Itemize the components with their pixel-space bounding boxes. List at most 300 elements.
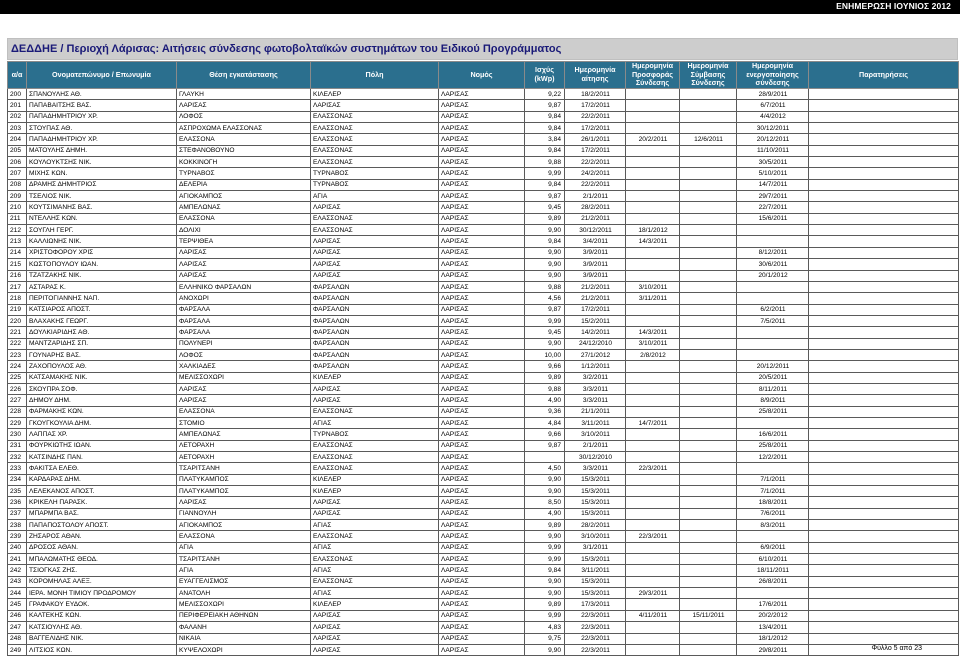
installation-site: ΚΥΨΕΛΟΧΩΡΙ (177, 644, 311, 655)
power-kwp: 9,90 (525, 259, 565, 270)
power-kwp: 9,84 (525, 179, 565, 190)
city: ΛΑΡΙΣΑΣ (311, 508, 439, 519)
row-number: 222 (8, 338, 27, 349)
activation-date (737, 531, 809, 542)
application-date: 3/1/2011 (565, 542, 626, 553)
installation-site: ΓΛΑΥΚΗ (177, 89, 311, 100)
column-header: Θέση εγκατάστασης (177, 62, 311, 89)
prefecture: ΛΑΡΙΣΑΣ (439, 270, 525, 281)
row-number: 243 (8, 576, 27, 587)
contract-date (680, 508, 737, 519)
power-kwp: 9,90 (525, 247, 565, 258)
remarks (809, 225, 959, 236)
city: ΑΓΙΑΣ (311, 565, 439, 576)
offer-date (626, 168, 680, 179)
prefecture: ΛΑΡΙΣΑΣ (439, 395, 525, 406)
applicant-name: ΜΠΑΡΜΠΑ ΒΑΣ. (27, 508, 177, 519)
power-kwp: 9,89 (525, 599, 565, 610)
offer-date: 20/2/2011 (626, 134, 680, 145)
applicant-name: ΚΑΤΣΙΟΥΛΗΣ ΑΘ. (27, 622, 177, 633)
application-date: 15/3/2011 (565, 576, 626, 587)
applicant-name: ΔΡΟΣΟΣ ΑΘΑΝ. (27, 542, 177, 553)
power-kwp (525, 452, 565, 463)
installation-site: ΠΕΡΙΦΕΡΕΙΑΚΗ ΑΘΗΝΩΝ (177, 610, 311, 621)
contract-date (680, 213, 737, 224)
applicant-name: ΚΑΛΛΙΩΝΗΣ ΝΙΚ. (27, 236, 177, 247)
power-kwp: 9,90 (525, 531, 565, 542)
offer-date: 2/8/2012 (626, 349, 680, 360)
remarks (809, 134, 959, 145)
city: ΑΓΙΑΣ (311, 520, 439, 531)
offer-date: 22/3/2011 (626, 531, 680, 542)
row-number: 221 (8, 327, 27, 338)
row-number: 224 (8, 361, 27, 372)
application-date: 14/2/2011 (565, 327, 626, 338)
activation-date: 29/7/2011 (737, 191, 809, 202)
table-row (8, 520, 959, 531)
prefecture: ΛΑΡΙΣΑΣ (439, 497, 525, 508)
table-row (8, 622, 959, 633)
city: ΕΛΑΣΣΟΝΑΣ (311, 157, 439, 168)
applicant-name: ΚΑΤΣΙΝΔΗΣ ΠΑΝ. (27, 452, 177, 463)
contract-date (680, 338, 737, 349)
remarks (809, 383, 959, 394)
power-kwp: 9,90 (525, 644, 565, 655)
table-row (8, 247, 959, 258)
remarks (809, 576, 959, 587)
table-row (8, 225, 959, 236)
installation-site: ΚΟΚΚΙΝΟΓΗ (177, 157, 311, 168)
remarks (809, 123, 959, 134)
offer-date (626, 191, 680, 202)
city: ΑΓΙΑΣ (311, 417, 439, 428)
offer-date (626, 383, 680, 394)
installation-site: ΛΑΡΙΣΑΣ (177, 259, 311, 270)
applicant-name: ΤΣΙΟΓΚΑΣ ΖΗΣ. (27, 565, 177, 576)
applicant-name: ΚΟΥΛΟΥΚΤΣΗΣ ΝΙΚ. (27, 157, 177, 168)
remarks (809, 565, 959, 576)
prefecture: ΛΑΡΙΣΑΣ (439, 338, 525, 349)
prefecture: ΛΑΡΙΣΑΣ (439, 281, 525, 292)
column-header: Πόλη (311, 62, 439, 89)
contract-date (680, 554, 737, 565)
row-number: 227 (8, 395, 27, 406)
installation-site: ΣΤΟΜΙΟ (177, 417, 311, 428)
table-row (8, 157, 959, 168)
city: ΕΛΑΣΣΟΝΑΣ (311, 531, 439, 542)
application-date: 18/2/2011 (565, 89, 626, 100)
applicant-name: ΜΙΧΗΣ ΚΩΝ. (27, 168, 177, 179)
applicant-name: ΚΡΙΚΕΛΗ ΠΑΡΑΣΚ. (27, 497, 177, 508)
activation-date: 6/7/2011 (737, 100, 809, 111)
activation-date (737, 417, 809, 428)
table-row (8, 486, 959, 497)
city: ΛΑΡΙΣΑΣ (311, 395, 439, 406)
table-row (8, 406, 959, 417)
table-row (8, 508, 959, 519)
city: ΕΛΑΣΣΟΝΑΣ (311, 225, 439, 236)
installation-site: ΠΛΑΤΥΚΑΜΠΟΣ (177, 474, 311, 485)
prefecture: ΛΑΡΙΣΑΣ (439, 588, 525, 599)
contract-date (680, 179, 737, 190)
prefecture: ΛΑΡΙΣΑΣ (439, 111, 525, 122)
table-row (8, 281, 959, 292)
contract-date (680, 417, 737, 428)
city: ΕΛΑΣΣΟΝΑΣ (311, 134, 439, 145)
table-row (8, 542, 959, 553)
applicant-name: ΙΕΡΑ. ΜΟΝΗ ΤΙΜΙΟΥ ΠΡΟΔΡΟΜΟΥ (27, 588, 177, 599)
row-number: 233 (8, 463, 27, 474)
table-row (8, 576, 959, 587)
installation-site: ΑΜΠΕΛΩΝΑΣ (177, 202, 311, 213)
city: ΑΓΙΑ (311, 191, 439, 202)
application-date: 22/2/2011 (565, 179, 626, 190)
contract-date (680, 440, 737, 451)
offer-date (626, 406, 680, 417)
activation-date: 6/10/2011 (737, 554, 809, 565)
activation-date (737, 588, 809, 599)
prefecture: ΛΑΡΙΣΑΣ (439, 315, 525, 326)
application-date: 1/12/2011 (565, 361, 626, 372)
remarks (809, 349, 959, 360)
city: ΛΑΡΙΣΑΣ (311, 236, 439, 247)
row-number: 205 (8, 145, 27, 156)
city: ΦΑΡΣΑΛΩΝ (311, 349, 439, 360)
application-date: 30/12/2011 (565, 225, 626, 236)
prefecture: ΛΑΡΙΣΑΣ (439, 599, 525, 610)
power-kwp: 9,45 (525, 202, 565, 213)
offer-date (626, 247, 680, 258)
city: ΛΑΡΙΣΑΣ (311, 270, 439, 281)
activation-date (737, 225, 809, 236)
table-row (8, 259, 959, 270)
prefecture: ΛΑΡΙΣΑΣ (439, 123, 525, 134)
applicant-name: ΖΗΣΑΡΟΣ ΑΘΑΝ. (27, 531, 177, 542)
table-row (8, 463, 959, 474)
power-kwp: 9,99 (525, 554, 565, 565)
city: ΛΑΡΙΣΑΣ (311, 644, 439, 655)
installation-site: ΦΑΡΣΑΛΑ (177, 315, 311, 326)
offer-date (626, 213, 680, 224)
prefecture: ΛΑΡΙΣΑΣ (439, 565, 525, 576)
offer-date (626, 100, 680, 111)
applicant-name: ΖΑΧΟΠΟΥΛΟΣ ΑΘ. (27, 361, 177, 372)
applicant-name: ΝΤΕΛΛΗΣ ΚΩΝ. (27, 213, 177, 224)
contract-date (680, 100, 737, 111)
prefecture: ΛΑΡΙΣΑΣ (439, 633, 525, 644)
activation-date: 8/12/2011 (737, 247, 809, 258)
table-row (8, 599, 959, 610)
row-number: 247 (8, 622, 27, 633)
applicant-name: ΦΑΡΜΑΚΗΣ ΚΩΝ. (27, 406, 177, 417)
row-number: 207 (8, 168, 27, 179)
application-date: 21/2/2011 (565, 293, 626, 304)
application-date: 3/3/2011 (565, 383, 626, 394)
applicant-name: ΠΑΠΑΠΟΣΤΟΛΟΥ ΑΠΟΣΤ. (27, 520, 177, 531)
installation-site: ΑΕΤΟΡΑΧΗ (177, 452, 311, 463)
table-row (8, 213, 959, 224)
city: ΦΑΡΣΑΛΩΝ (311, 293, 439, 304)
row-number: 209 (8, 191, 27, 202)
prefecture: ΛΑΡΙΣΑΣ (439, 179, 525, 190)
table-row (8, 554, 959, 565)
city: ΚΙΛΕΛΕΡ (311, 89, 439, 100)
table-body (8, 89, 959, 656)
remarks (809, 588, 959, 599)
contract-date (680, 89, 737, 100)
table-row (8, 123, 959, 134)
row-number: 234 (8, 474, 27, 485)
offer-date (626, 179, 680, 190)
city: ΕΛΑΣΣΟΝΑΣ (311, 440, 439, 451)
application-date: 3/11/2011 (565, 565, 626, 576)
prefecture: ΛΑΡΙΣΑΣ (439, 202, 525, 213)
prefecture: ΛΑΡΙΣΑΣ (439, 372, 525, 383)
applicant-name: ΣΚΟΥΠΡΑ ΣΟΦ. (27, 383, 177, 394)
remarks (809, 157, 959, 168)
row-number: 223 (8, 349, 27, 360)
installation-site: ΔΕΛΕΡΙΑ (177, 179, 311, 190)
prefecture: ΛΑΡΙΣΑΣ (439, 622, 525, 633)
table-row (8, 531, 959, 542)
city: ΕΛΑΣΣΟΝΑΣ (311, 123, 439, 134)
column-header: Ημερομηνία Προσφοράς Σύνδεσης (626, 62, 680, 89)
prefecture: ΛΑΡΙΣΑΣ (439, 327, 525, 338)
installation-site: ΦΑΛΑΝΗ (177, 622, 311, 633)
prefecture: ΛΑΡΙΣΑΣ (439, 610, 525, 621)
offer-date: 14/3/2011 (626, 327, 680, 338)
application-date: 22/3/2011 (565, 622, 626, 633)
offer-date (626, 157, 680, 168)
offer-date (626, 259, 680, 270)
activation-date (737, 349, 809, 360)
installation-site: ΑΣΠΡΟΧΩΜΑ ΕΛΑΣΣΟΝΑΣ (177, 123, 311, 134)
activation-date: 14/7/2011 (737, 179, 809, 190)
remarks (809, 338, 959, 349)
applicant-name: ΚΟΥΤΣΙΜΑΝΗΣ ΒΑΣ. (27, 202, 177, 213)
row-number: 214 (8, 247, 27, 258)
offer-date (626, 89, 680, 100)
contract-date (680, 168, 737, 179)
contract-date (680, 599, 737, 610)
table-row (8, 179, 959, 190)
row-number: 228 (8, 406, 27, 417)
activation-date (737, 293, 809, 304)
installation-site: ΑΜΠΕΛΩΝΑΣ (177, 429, 311, 440)
offer-date: 3/10/2011 (626, 281, 680, 292)
city: ΦΑΡΣΑΛΩΝ (311, 315, 439, 326)
activation-date: 8/9/2011 (737, 395, 809, 406)
remarks (809, 293, 959, 304)
city: ΕΛΑΣΣΟΝΑΣ (311, 213, 439, 224)
contract-date (680, 531, 737, 542)
activation-date: 20/2/2012 (737, 610, 809, 621)
activation-date: 6/2/2011 (737, 304, 809, 315)
top-bar (0, 0, 960, 14)
activation-date: 17/6/2011 (737, 599, 809, 610)
activation-date (737, 281, 809, 292)
power-kwp: 4,84 (525, 417, 565, 428)
power-kwp: 9,87 (525, 440, 565, 451)
application-date: 17/2/2011 (565, 123, 626, 134)
row-number: 220 (8, 315, 27, 326)
applicant-name: ΠΕΡΙΤΟΓΙΑΝΝΗΣ ΝΑΠ. (27, 293, 177, 304)
row-number: 242 (8, 565, 27, 576)
prefecture: ΛΑΡΙΣΑΣ (439, 474, 525, 485)
contract-date (680, 304, 737, 315)
city: ΚΙΛΕΛΕΡ (311, 599, 439, 610)
contract-date (680, 429, 737, 440)
application-date: 22/3/2011 (565, 610, 626, 621)
prefecture: ΛΑΡΙΣΑΣ (439, 349, 525, 360)
table-row (8, 111, 959, 122)
offer-date (626, 633, 680, 644)
power-kwp: 9,90 (525, 576, 565, 587)
installation-site: ΜΕΛΙΣΣΟΧΩΡΙ (177, 599, 311, 610)
power-kwp: 9,84 (525, 145, 565, 156)
applicant-name: ΛΙΤΣΙΟΣ ΚΩΝ. (27, 644, 177, 655)
remarks (809, 610, 959, 621)
prefecture: ΛΑΡΙΣΑΣ (439, 293, 525, 304)
offer-date (626, 202, 680, 213)
offer-date (626, 520, 680, 531)
activation-date: 12/2/2011 (737, 452, 809, 463)
row-number: 212 (8, 225, 27, 236)
activation-date: 8/3/2011 (737, 520, 809, 531)
contract-date (680, 247, 737, 258)
activation-date: 15/6/2011 (737, 213, 809, 224)
remarks (809, 452, 959, 463)
offer-date (626, 315, 680, 326)
row-number: 244 (8, 588, 27, 599)
activation-date (737, 338, 809, 349)
application-date: 15/3/2011 (565, 554, 626, 565)
contract-date (680, 474, 737, 485)
table-row (8, 417, 959, 428)
contract-date (680, 202, 737, 213)
applications-table (7, 61, 959, 656)
table-row (8, 293, 959, 304)
installation-site: ΧΑΛΚΙΑΔΕΣ (177, 361, 311, 372)
installation-site: ΕΛΑΣΣΟΝΑ (177, 531, 311, 542)
power-kwp: 9,88 (525, 383, 565, 394)
table-row (8, 338, 959, 349)
prefecture: ΛΑΡΙΣΑΣ (439, 520, 525, 531)
power-kwp: 9,90 (525, 588, 565, 599)
applicant-name: ΓΡΑΦΑΚΟΥ ΕΥΔΟΚ. (27, 599, 177, 610)
remarks (809, 270, 959, 281)
contract-date (680, 633, 737, 644)
prefecture: ΛΑΡΙΣΑΣ (439, 542, 525, 553)
prefecture: ΛΑΡΙΣΑΣ (439, 168, 525, 179)
applicant-name: ΔΟΥΛΚΙΑΡΙΔΗΣ ΑΘ. (27, 327, 177, 338)
installation-site: ΝΙΚΑΙΑ (177, 633, 311, 644)
applicant-name: ΛΑΠΠΑΣ ΧΡ. (27, 429, 177, 440)
remarks (809, 520, 959, 531)
power-kwp: 9,84 (525, 565, 565, 576)
applicant-name: ΒΑΓΓΕΛΙΔΗΣ ΝΙΚ. (27, 633, 177, 644)
activation-date: 28/9/2011 (737, 89, 809, 100)
offer-date (626, 372, 680, 383)
application-date: 24/12/2010 (565, 338, 626, 349)
table-row (8, 440, 959, 451)
row-number: 225 (8, 372, 27, 383)
city: ΛΑΡΙΣΑΣ (311, 100, 439, 111)
activation-date: 7/1/2011 (737, 486, 809, 497)
remarks (809, 145, 959, 156)
city: ΚΙΛΕΛΕΡ (311, 486, 439, 497)
contract-date: 15/11/2011 (680, 610, 737, 621)
application-date: 3/9/2011 (565, 270, 626, 281)
application-date: 15/3/2011 (565, 497, 626, 508)
power-kwp: 9,36 (525, 406, 565, 417)
table-row (8, 383, 959, 394)
row-number: 206 (8, 157, 27, 168)
installation-site: ΛΑΡΙΣΑΣ (177, 100, 311, 111)
power-kwp: 9,90 (525, 486, 565, 497)
application-date: 15/3/2011 (565, 588, 626, 599)
row-number: 240 (8, 542, 27, 553)
offer-date (626, 474, 680, 485)
city: ΕΛΑΣΣΟΝΑΣ (311, 406, 439, 417)
contract-date (680, 259, 737, 270)
application-date: 27/1/2012 (565, 349, 626, 360)
row-number: 236 (8, 497, 27, 508)
activation-date: 30/5/2011 (737, 157, 809, 168)
offer-date: 3/10/2011 (626, 338, 680, 349)
power-kwp: 4,50 (525, 463, 565, 474)
table-row (8, 452, 959, 463)
power-kwp: 9,84 (525, 123, 565, 134)
activation-date: 30/6/2011 (737, 259, 809, 270)
applicant-name: ΦΑΚΙΤΣΑ ΕΛΕΘ. (27, 463, 177, 474)
table-row (8, 304, 959, 315)
installation-site: ΑΓΙΑ (177, 565, 311, 576)
remarks (809, 429, 959, 440)
remarks (809, 179, 959, 190)
offer-date (626, 123, 680, 134)
remarks (809, 236, 959, 247)
contract-date (680, 588, 737, 599)
application-date: 22/3/2011 (565, 644, 626, 655)
row-number: 232 (8, 452, 27, 463)
city: ΛΑΡΙΣΑΣ (311, 497, 439, 508)
contract-date (680, 452, 737, 463)
city: ΛΑΡΙΣΑΣ (311, 202, 439, 213)
contract-date (680, 281, 737, 292)
applicant-name: ΤΖΑΤΖΑΚΗΣ ΝΙΚ. (27, 270, 177, 281)
row-number: 249 (8, 644, 27, 655)
application-date: 21/2/2011 (565, 281, 626, 292)
power-kwp: 4,83 (525, 622, 565, 633)
prefecture: ΛΑΡΙΣΑΣ (439, 259, 525, 270)
installation-site: ΑΓΙΟΚΑΜΠΟΣ (177, 520, 311, 531)
activation-date: 7/6/2011 (737, 508, 809, 519)
table-row (8, 372, 959, 383)
remarks (809, 531, 959, 542)
city: ΛΑΡΙΣΑΣ (311, 633, 439, 644)
table-row (8, 429, 959, 440)
contract-date (680, 157, 737, 168)
power-kwp: 9,87 (525, 100, 565, 111)
prefecture: ΛΑΡΙΣΑΣ (439, 247, 525, 258)
activation-date: 25/8/2011 (737, 406, 809, 417)
power-kwp: 9,66 (525, 429, 565, 440)
prefecture: ΛΑΡΙΣΑΣ (439, 417, 525, 428)
offer-date (626, 599, 680, 610)
installation-site: ΓΙΑΝΝΟΥΛΗ (177, 508, 311, 519)
application-date: 22/3/2011 (565, 633, 626, 644)
